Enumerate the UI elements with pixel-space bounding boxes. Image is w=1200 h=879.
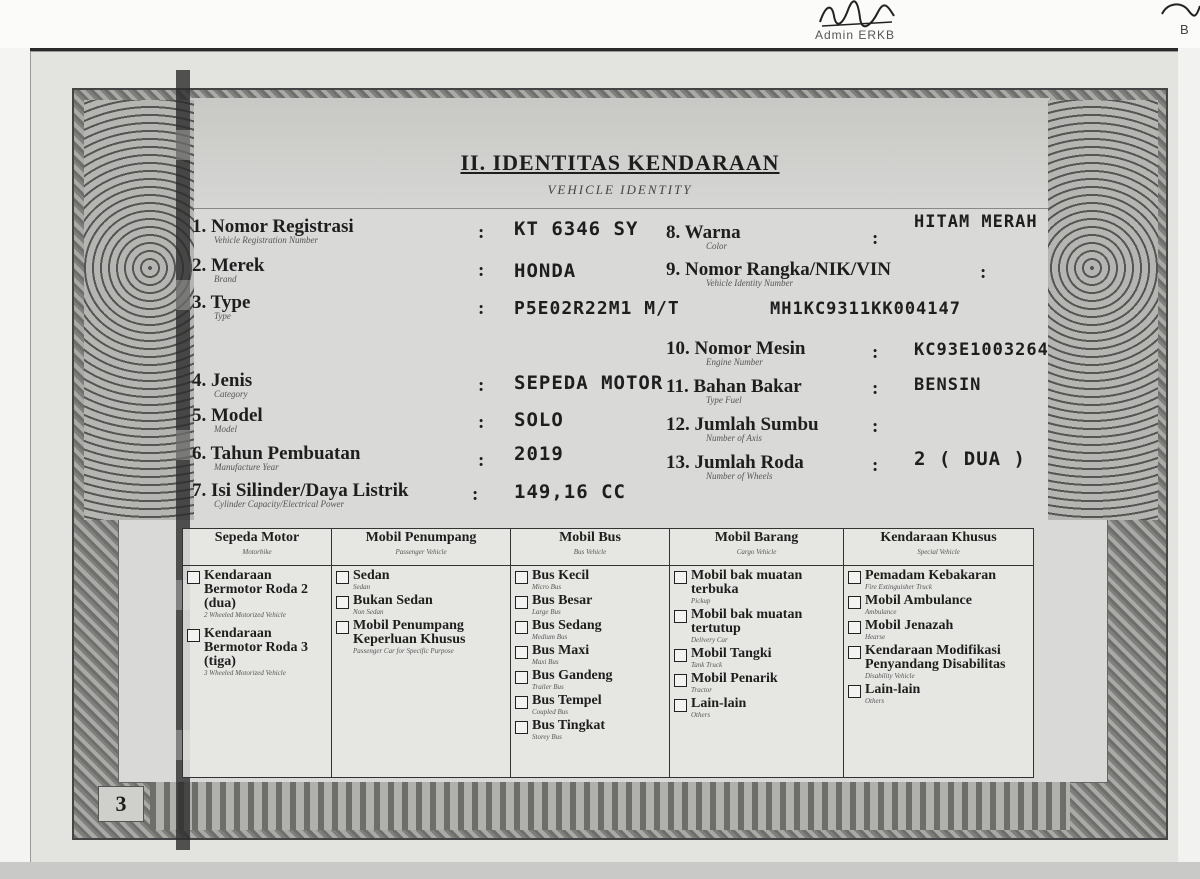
option-closed-cargo[interactable]: Mobil bak muatan tertutup Delivery Car bbox=[674, 608, 839, 644]
colon: : bbox=[872, 342, 879, 363]
option-tank[interactable]: Mobil Tangki Tank Truck bbox=[674, 647, 839, 669]
colon: : bbox=[872, 416, 879, 437]
field-label-model: 5. Model Model bbox=[192, 405, 263, 434]
option-sedan[interactable]: Sedan Sedan bbox=[336, 569, 506, 591]
field-label-category: 4. Jenis Category bbox=[192, 370, 253, 399]
field-value-registration: KT 6346 SY bbox=[514, 218, 639, 240]
column-header-special: Kendaraan Khusus Special Vehicle bbox=[844, 529, 1034, 566]
colon: : bbox=[872, 455, 879, 476]
colon: : bbox=[872, 228, 879, 249]
colon: : bbox=[478, 375, 485, 396]
checkbox[interactable] bbox=[848, 571, 861, 584]
field-label-color: 8. Warna Color bbox=[666, 222, 741, 251]
field-label-vin: 9. Nomor Rangka/NIK/VIN Vehicle Identity Number bbox=[666, 259, 892, 288]
option-bus-storey[interactable]: Bus Tingkat Storey Bus bbox=[515, 719, 665, 741]
field-value-category: SEPEDA MOTOR bbox=[514, 372, 664, 394]
option-fire-truck[interactable]: Pemadam Kebakaran Fire Extinguisher Truck bbox=[848, 569, 1029, 591]
option-bus-large[interactable]: Bus Besar Large Bus bbox=[515, 594, 665, 616]
option-bus-maxi[interactable]: Bus Maxi Maxi Bus bbox=[515, 644, 665, 666]
field-value-type: P5E02R22M1 M/T bbox=[514, 298, 680, 319]
field-label-fuel: 11. Bahan Bakar Type Fuel bbox=[666, 376, 802, 405]
option-bus-medium[interactable]: Bus Sedang Medium Bus bbox=[515, 619, 665, 641]
colon: : bbox=[478, 450, 485, 471]
option-bus-small[interactable]: Bus Kecil Micro Bus bbox=[515, 569, 665, 591]
field-label-manufacture-year: 6. Tahun Pembuatan Manufacture Year bbox=[192, 443, 361, 472]
column-header-motorbike: Sepeda Motor Motorbike bbox=[183, 529, 332, 566]
colon: : bbox=[478, 412, 485, 433]
field-label-brand: 2. Merek Brand bbox=[192, 255, 265, 284]
option-ambulance[interactable]: Mobil Ambulance Ambulance bbox=[848, 594, 1029, 616]
checkbox[interactable] bbox=[336, 621, 349, 634]
checkbox[interactable] bbox=[848, 646, 861, 659]
field-value-color: HITAM MERAH bbox=[914, 212, 1038, 232]
column-cargo bbox=[670, 566, 844, 778]
option-special-purpose-passenger[interactable]: Mobil Penumpang Keperluan Khusus Passenger Car for Specific Purpose bbox=[336, 619, 506, 655]
checkbox[interactable] bbox=[187, 629, 200, 642]
column-header-cargo: Mobil Barang Cargo Vehicle bbox=[670, 529, 844, 566]
checkbox[interactable] bbox=[336, 596, 349, 609]
checkbox[interactable] bbox=[515, 646, 528, 659]
option-disability-modified[interactable]: Kendaraan Modifikasi Penyandang Disabilitas Disability Vehicle bbox=[848, 644, 1029, 680]
column-header-bus: Mobil Bus Bus Vehicle bbox=[511, 529, 670, 566]
field-label-type: 3. Type Type bbox=[192, 292, 251, 321]
checkbox[interactable] bbox=[674, 571, 687, 584]
column-header-passenger: Mobil Penumpang Passenger Vehicle bbox=[332, 529, 511, 566]
field-label-registration: 1. Nomor Registrasi Vehicle Registration Number bbox=[192, 216, 354, 245]
page-edge bbox=[1178, 48, 1200, 863]
checkbox[interactable] bbox=[848, 685, 861, 698]
column-bus bbox=[511, 566, 670, 778]
colon: : bbox=[872, 378, 879, 399]
checkbox[interactable] bbox=[515, 621, 528, 634]
field-value-manufacture-year: 2019 bbox=[514, 443, 564, 465]
checkbox[interactable] bbox=[674, 699, 687, 712]
checkbox[interactable] bbox=[674, 674, 687, 687]
field-value-cylinder: 149,16 CC bbox=[514, 481, 626, 503]
field-label-engine-number: 10. Nomor Mesin Engine Number bbox=[666, 338, 806, 367]
checkbox[interactable] bbox=[515, 671, 528, 684]
field-value-brand: HONDA bbox=[514, 260, 577, 282]
checkbox[interactable] bbox=[674, 649, 687, 662]
checkbox[interactable] bbox=[515, 571, 528, 584]
option-cargo-other[interactable]: Lain-lain Others bbox=[674, 697, 839, 719]
colon: : bbox=[478, 260, 485, 281]
checkbox[interactable] bbox=[848, 621, 861, 634]
option-special-other[interactable]: Lain-lain Others bbox=[848, 683, 1029, 705]
checkbox[interactable] bbox=[515, 696, 528, 709]
checkbox[interactable] bbox=[515, 721, 528, 734]
field-value-fuel: BENSIN bbox=[914, 375, 982, 395]
field-value-vin: MH1KC9311KK004147 bbox=[770, 299, 961, 319]
field-label-cylinder: 7. Isi Silinder/Daya Listrik Cylinder Capacity/Electrical Power bbox=[192, 480, 409, 509]
colon: : bbox=[980, 262, 987, 283]
field-label-axles: 12. Jumlah Sumbu Number of Axis bbox=[666, 414, 819, 443]
option-bus-trailer[interactable]: Bus Gandeng Trailer Bus bbox=[515, 669, 665, 691]
colon: : bbox=[472, 484, 479, 505]
option-tractor[interactable]: Mobil Penarik Tractor bbox=[674, 672, 839, 694]
scan-bottom-edge bbox=[0, 862, 1200, 879]
ornament-bottom bbox=[150, 782, 1070, 830]
field-value-wheels: 2 ( DUA ) bbox=[914, 448, 1026, 470]
checkbox[interactable] bbox=[848, 596, 861, 609]
section-subtitle: VEHICLE IDENTITY bbox=[547, 182, 693, 197]
option-open-cargo[interactable]: Mobil bak muatan terbuka Pickup bbox=[674, 569, 839, 605]
column-motorbike bbox=[183, 566, 332, 778]
checkbox[interactable] bbox=[674, 610, 687, 623]
signer-caption: Admin ERKB bbox=[815, 28, 896, 42]
signature-mark-right bbox=[1158, 0, 1200, 22]
cut-off-text: B bbox=[1180, 22, 1189, 37]
section-title: II. IDENTITAS KENDARAAN bbox=[460, 150, 780, 175]
option-hearse[interactable]: Mobil Jenazah Hearse bbox=[848, 619, 1029, 641]
vehicle-classification-table bbox=[182, 528, 1034, 778]
option-motorbike-2-wheel[interactable]: Kendaraan Bermotor Roda 2 (dua) 2 Wheeled Motorized Vehicle bbox=[187, 569, 327, 619]
field-label-wheels: 13. Jumlah Roda Number of Wheels bbox=[666, 452, 804, 481]
colon: : bbox=[478, 298, 485, 319]
colon: : bbox=[478, 222, 485, 243]
field-value-model: SOLO bbox=[514, 409, 564, 431]
option-non-sedan[interactable]: Bukan Sedan Non Sedan bbox=[336, 594, 506, 616]
checkbox[interactable] bbox=[187, 571, 200, 584]
field-value-engine-number: KC93E1003264 bbox=[914, 340, 1049, 360]
ornament-right bbox=[1048, 100, 1158, 520]
column-special bbox=[844, 566, 1034, 778]
option-bus-coupled[interactable]: Bus Tempel Coupled Bus bbox=[515, 694, 665, 716]
top-margin bbox=[0, 0, 1200, 48]
option-motorbike-3-wheel[interactable]: Kendaraan Bermotor Roda 3 (tiga) 3 Wheeled Motorized Vehicle bbox=[187, 627, 327, 677]
checkbox[interactable] bbox=[336, 571, 349, 584]
page-number: 3 bbox=[98, 786, 144, 822]
checkbox[interactable] bbox=[515, 596, 528, 609]
column-passenger bbox=[332, 566, 511, 778]
